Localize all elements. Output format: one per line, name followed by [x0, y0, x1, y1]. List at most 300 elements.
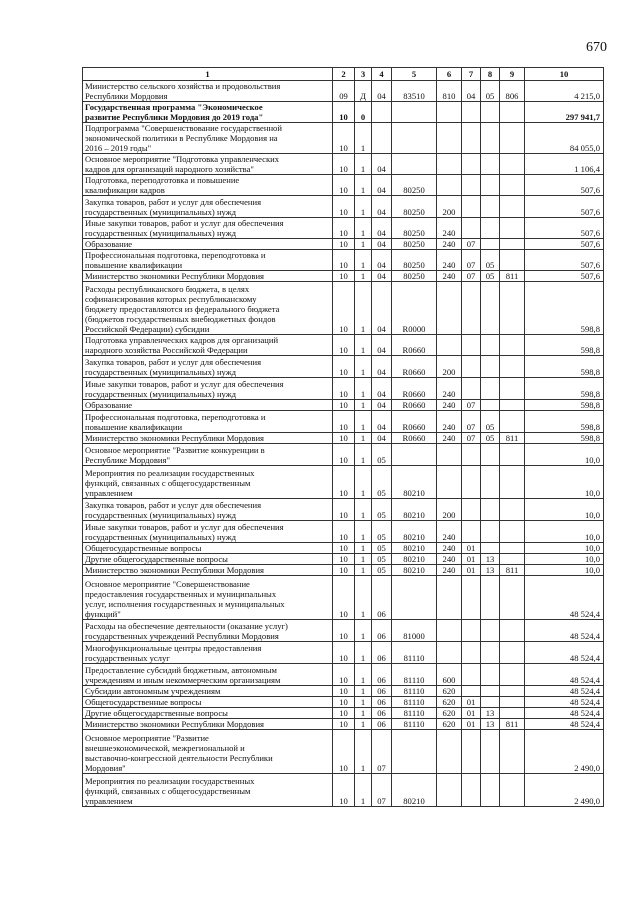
cell-c9 [500, 499, 525, 521]
cell-c6 [437, 774, 462, 807]
cell-c2: 10 [333, 774, 355, 807]
table-row [83, 282, 604, 335]
cell-amount: 297 941,7 [525, 102, 604, 123]
cell-c2: 10 [333, 356, 355, 378]
cell-c5 [392, 730, 437, 774]
cell-c8 [481, 356, 500, 378]
cell-c9 [500, 554, 525, 565]
cell-amount: 10,0 [525, 521, 604, 543]
cell-c4: 04 [372, 356, 392, 378]
cell-c6: 240 [437, 433, 462, 444]
table-row [83, 642, 604, 664]
cell-c3: 1 [355, 444, 372, 466]
cell-amount: 10,0 [525, 554, 604, 565]
cell-c8: 05 [481, 250, 500, 271]
col-header: 10 [525, 68, 604, 81]
cell-c2: 10 [333, 400, 355, 411]
cell-c9 [500, 642, 525, 664]
cell-c6 [437, 466, 462, 499]
cell-c2: 10 [333, 411, 355, 433]
cell-c5: 80250 [392, 218, 437, 239]
cell-c7: 07 [462, 411, 481, 433]
cell-c2: 10 [333, 697, 355, 708]
cell-c6 [437, 730, 462, 774]
cell-c4 [372, 123, 392, 154]
table-row [83, 175, 604, 196]
cell-c9 [500, 466, 525, 499]
cell-c4: 06 [372, 686, 392, 697]
col-header: 4 [372, 68, 392, 81]
cell-c7 [462, 686, 481, 697]
cell-c3: 1 [355, 543, 372, 554]
cell-c8: 13 [481, 565, 500, 576]
table-row [83, 356, 604, 378]
item-name: Подпрограмма "Совершенствование государственной экономической политики в Республике Мордовия на 2016 – 2019 годы" [83, 123, 333, 154]
cell-amount: 507,6 [525, 239, 604, 250]
cell-amount: 2 490,0 [525, 730, 604, 774]
cell-c6 [437, 620, 462, 642]
cell-c3: Д [355, 81, 372, 102]
cell-amount: 507,6 [525, 196, 604, 218]
cell-c7 [462, 335, 481, 356]
table-row [83, 102, 604, 123]
table-row [83, 250, 604, 271]
cell-c2: 10 [333, 123, 355, 154]
cell-c9 [500, 664, 525, 686]
cell-c3: 1 [355, 642, 372, 664]
table-row [83, 774, 604, 807]
cell-c4: 04 [372, 282, 392, 335]
cell-c4: 04 [372, 196, 392, 218]
cell-c4: 05 [372, 444, 392, 466]
item-name: Государственная программа "Экономическое развитие Республики Мордовия до 2019 года" [83, 102, 333, 123]
cell-c9 [500, 175, 525, 196]
cell-c3: 1 [355, 196, 372, 218]
cell-amount: 1 106,4 [525, 154, 604, 175]
table-row [83, 239, 604, 250]
cell-c2: 10 [333, 664, 355, 686]
cell-c3: 1 [355, 433, 372, 444]
cell-c6: 240 [437, 250, 462, 271]
cell-c5: 81110 [392, 719, 437, 730]
cell-c2: 10 [333, 708, 355, 719]
cell-c6: 620 [437, 697, 462, 708]
cell-c6 [437, 282, 462, 335]
cell-c9: 811 [500, 719, 525, 730]
cell-amount: 48 524,4 [525, 642, 604, 664]
cell-c6 [437, 576, 462, 620]
cell-amount: 598,8 [525, 411, 604, 433]
cell-c6 [437, 642, 462, 664]
cell-c2: 10 [333, 642, 355, 664]
cell-c4: 04 [372, 154, 392, 175]
cell-c5: 80210 [392, 554, 437, 565]
cell-c3: 1 [355, 521, 372, 543]
cell-c7: 01 [462, 697, 481, 708]
cell-c9 [500, 102, 525, 123]
cell-c5: R0660 [392, 356, 437, 378]
table-row [83, 664, 604, 686]
cell-c9 [500, 774, 525, 807]
cell-c7 [462, 175, 481, 196]
cell-c2: 10 [333, 271, 355, 282]
table-row [83, 411, 604, 433]
cell-c3: 1 [355, 250, 372, 271]
cell-c4: 04 [372, 250, 392, 271]
col-header: 2 [333, 68, 355, 81]
cell-c4: 07 [372, 730, 392, 774]
cell-c7: 01 [462, 719, 481, 730]
cell-amount: 598,8 [525, 433, 604, 444]
cell-c5: 80210 [392, 466, 437, 499]
cell-c8 [481, 400, 500, 411]
table-row [83, 154, 604, 175]
cell-c2: 10 [333, 444, 355, 466]
cell-c2: 10 [333, 433, 355, 444]
item-name: Закупка товаров, работ и услуг для обеспечения государственных (муниципальных) нужд [83, 499, 333, 521]
cell-c6: 240 [437, 521, 462, 543]
cell-c3: 1 [355, 282, 372, 335]
table-row [83, 444, 604, 466]
cell-c5 [392, 444, 437, 466]
cell-c6: 620 [437, 686, 462, 697]
item-name: Профессиональная подготовка, переподготовка и повышение квалификации [83, 250, 333, 271]
table-row [83, 576, 604, 620]
cell-c2: 10 [333, 730, 355, 774]
cell-amount: 48 524,4 [525, 664, 604, 686]
cell-c8 [481, 543, 500, 554]
cell-amount: 48 524,4 [525, 719, 604, 730]
cell-c6: 600 [437, 664, 462, 686]
cell-c2: 10 [333, 686, 355, 697]
cell-c3: 1 [355, 719, 372, 730]
table-row [83, 499, 604, 521]
cell-c7: 07 [462, 433, 481, 444]
cell-c4: 06 [372, 642, 392, 664]
cell-c9 [500, 154, 525, 175]
cell-c5: 80210 [392, 499, 437, 521]
cell-c7 [462, 154, 481, 175]
cell-c4: 04 [372, 400, 392, 411]
cell-c8 [481, 154, 500, 175]
cell-c9 [500, 411, 525, 433]
item-name: Иные закупки товаров, работ и услуг для обеспечения государственных (муниципальных) нужд [83, 378, 333, 400]
cell-c5: 80210 [392, 543, 437, 554]
cell-amount: 507,6 [525, 175, 604, 196]
cell-c8: 05 [481, 411, 500, 433]
cell-c3: 1 [355, 565, 372, 576]
cell-amount: 598,8 [525, 400, 604, 411]
item-name: Мероприятия по реализации государственных функций, связанных с общегосударственным управлением [83, 466, 333, 499]
cell-c6 [437, 335, 462, 356]
cell-c9 [500, 400, 525, 411]
item-name: Подготовка управленческих кадров для организаций народного хозяйства Российской Федерации [83, 335, 333, 356]
cell-c4: 05 [372, 499, 392, 521]
item-name: Подготовка, переподготовка и повышение квалификации кадров [83, 175, 333, 196]
cell-c4: 04 [372, 335, 392, 356]
cell-c2: 10 [333, 543, 355, 554]
cell-c4: 06 [372, 576, 392, 620]
cell-c4: 04 [372, 378, 392, 400]
item-name: Образование [83, 400, 333, 411]
cell-amount: 48 524,4 [525, 697, 604, 708]
cell-c3: 1 [355, 708, 372, 719]
cell-c8: 13 [481, 719, 500, 730]
item-name: Основное мероприятие "Развитие внешнеэкономической, межрегиональной и выставочно-конгрессной деятельности Республики Мордовия" [83, 730, 333, 774]
table-row [83, 218, 604, 239]
cell-c2: 10 [333, 102, 355, 123]
cell-c7: 07 [462, 271, 481, 282]
cell-c9 [500, 620, 525, 642]
cell-c2: 10 [333, 565, 355, 576]
cell-c2: 10 [333, 218, 355, 239]
cell-c9 [500, 444, 525, 466]
cell-c6: 240 [437, 554, 462, 565]
cell-c8 [481, 335, 500, 356]
item-name: Профессиональная подготовка, переподготовка и повышение квалификации [83, 411, 333, 433]
cell-c9: 811 [500, 565, 525, 576]
item-name: Министерство сельского хозяйства и продовольствия Республики Мордовия [83, 81, 333, 102]
cell-c8 [481, 730, 500, 774]
cell-c8 [481, 521, 500, 543]
cell-amount: 48 524,4 [525, 620, 604, 642]
cell-c2: 10 [333, 620, 355, 642]
table-row [83, 554, 604, 565]
cell-c6 [437, 102, 462, 123]
cell-c6: 240 [437, 400, 462, 411]
cell-c3: 1 [355, 620, 372, 642]
table-row [83, 620, 604, 642]
cell-c3: 1 [355, 697, 372, 708]
cell-c3: 1 [355, 730, 372, 774]
cell-c7 [462, 123, 481, 154]
cell-c7 [462, 218, 481, 239]
item-name: Расходы на обеспечение деятельности (оказание услуг) государственных учреждений Республики Мордовия [83, 620, 333, 642]
cell-c9 [500, 196, 525, 218]
item-name: Образование [83, 239, 333, 250]
cell-c3: 1 [355, 686, 372, 697]
cell-c2: 10 [333, 196, 355, 218]
cell-c7 [462, 664, 481, 686]
col-header: 9 [500, 68, 525, 81]
cell-c9 [500, 543, 525, 554]
cell-c6: 240 [437, 239, 462, 250]
item-name: Общегосударственные вопросы [83, 543, 333, 554]
cell-c9 [500, 697, 525, 708]
cell-c3: 1 [355, 239, 372, 250]
budget-table [82, 67, 604, 807]
cell-c6 [437, 444, 462, 466]
item-name: Другие общегосударственные вопросы [83, 708, 333, 719]
cell-amount: 598,8 [525, 378, 604, 400]
cell-c8 [481, 466, 500, 499]
col-header: 6 [437, 68, 462, 81]
cell-amount: 10,0 [525, 565, 604, 576]
table-row [83, 433, 604, 444]
table-row [83, 378, 604, 400]
cell-amount: 4 215,0 [525, 81, 604, 102]
cell-c6: 620 [437, 708, 462, 719]
table-row [83, 123, 604, 154]
table-row [83, 196, 604, 218]
cell-c7 [462, 356, 481, 378]
cell-c8 [481, 378, 500, 400]
cell-c9 [500, 708, 525, 719]
cell-c7 [462, 499, 481, 521]
item-name: Иные закупки товаров, работ и услуг для обеспечения государственных (муниципальных) нужд [83, 521, 333, 543]
cell-c8: 13 [481, 554, 500, 565]
cell-c9 [500, 250, 525, 271]
cell-c7 [462, 282, 481, 335]
table-row [83, 521, 604, 543]
cell-c8 [481, 175, 500, 196]
cell-c8 [481, 642, 500, 664]
cell-c5: 83510 [392, 81, 437, 102]
cell-c9 [500, 521, 525, 543]
cell-c3: 0 [355, 102, 372, 123]
cell-c8 [481, 697, 500, 708]
item-name: Общегосударственные вопросы [83, 697, 333, 708]
cell-c5: R0660 [392, 378, 437, 400]
cell-c6: 240 [437, 543, 462, 554]
cell-c6: 240 [437, 565, 462, 576]
cell-amount: 48 524,4 [525, 708, 604, 719]
cell-c5: 80210 [392, 565, 437, 576]
cell-c2: 10 [333, 335, 355, 356]
item-name: Закупка товаров, работ и услуг для обеспечения государственных (муниципальных) нужд [83, 356, 333, 378]
header-row [83, 68, 604, 81]
table-row [83, 81, 604, 102]
cell-c4: 05 [372, 565, 392, 576]
cell-c3: 1 [355, 400, 372, 411]
cell-c7 [462, 620, 481, 642]
cell-c2: 10 [333, 154, 355, 175]
cell-c2: 09 [333, 81, 355, 102]
cell-c9: 811 [500, 271, 525, 282]
cell-c3: 1 [355, 576, 372, 620]
cell-c4: 05 [372, 543, 392, 554]
cell-c7: 07 [462, 239, 481, 250]
cell-c4: 04 [372, 218, 392, 239]
cell-amount: 598,8 [525, 335, 604, 356]
cell-c5 [392, 123, 437, 154]
cell-c7 [462, 378, 481, 400]
cell-c2: 10 [333, 282, 355, 335]
table-row [83, 697, 604, 708]
item-name: Мероприятия по реализации государственных функций, связанных с общегосударственным управлением [83, 774, 333, 807]
col-header: 1 [83, 68, 333, 81]
cell-c3: 1 [355, 123, 372, 154]
item-name: Министерство экономики Республики Мордовия [83, 565, 333, 576]
cell-c4: 04 [372, 175, 392, 196]
cell-c8 [481, 196, 500, 218]
cell-c2: 10 [333, 250, 355, 271]
item-name: Основное мероприятие "Подготовка управленческих кадров для организаций народного хозяйства" [83, 154, 333, 175]
cell-c8 [481, 123, 500, 154]
cell-c6: 240 [437, 411, 462, 433]
cell-c9: 811 [500, 433, 525, 444]
cell-amount: 507,6 [525, 271, 604, 282]
cell-amount: 507,6 [525, 250, 604, 271]
cell-c6: 810 [437, 81, 462, 102]
cell-c2: 10 [333, 554, 355, 565]
cell-c3: 1 [355, 664, 372, 686]
cell-c5: R0660 [392, 433, 437, 444]
table-row [83, 730, 604, 774]
table-row [83, 565, 604, 576]
cell-c7 [462, 730, 481, 774]
item-name: Субсидии автономным учреждениям [83, 686, 333, 697]
cell-c5 [392, 102, 437, 123]
cell-c9 [500, 730, 525, 774]
cell-amount: 598,8 [525, 356, 604, 378]
cell-c5: 81110 [392, 708, 437, 719]
cell-c7 [462, 466, 481, 499]
cell-c8 [481, 664, 500, 686]
cell-c4: 04 [372, 239, 392, 250]
cell-c7: 04 [462, 81, 481, 102]
cell-c5: R0000 [392, 282, 437, 335]
cell-c5: 81110 [392, 642, 437, 664]
item-name: Другие общегосударственные вопросы [83, 554, 333, 565]
cell-c5 [392, 576, 437, 620]
cell-c7 [462, 102, 481, 123]
cell-amount: 2 490,0 [525, 774, 604, 807]
cell-c5: 80210 [392, 521, 437, 543]
item-name: Основное мероприятие "Совершенствование предоставления государственных и муниципальных услуг, исполнения государственных и муниципальных функций" [83, 576, 333, 620]
cell-c9 [500, 282, 525, 335]
cell-amount: 48 524,4 [525, 686, 604, 697]
cell-amount: 10,0 [525, 466, 604, 499]
cell-c6 [437, 154, 462, 175]
cell-c3: 1 [355, 335, 372, 356]
cell-c7: 01 [462, 565, 481, 576]
item-name: Иные закупки товаров, работ и услуг для обеспечения государственных (муниципальных) нужд [83, 218, 333, 239]
cell-c7 [462, 576, 481, 620]
cell-c7 [462, 642, 481, 664]
cell-amount: 10,0 [525, 543, 604, 554]
cell-c2: 10 [333, 466, 355, 499]
table-row [83, 466, 604, 499]
cell-c5: 81000 [392, 620, 437, 642]
item-name: Министерство экономики Республики Мордовия [83, 719, 333, 730]
cell-c7: 07 [462, 250, 481, 271]
cell-c4: 04 [372, 411, 392, 433]
cell-c4: 06 [372, 697, 392, 708]
table-row [83, 400, 604, 411]
cell-c5: R0660 [392, 400, 437, 411]
cell-c3: 1 [355, 175, 372, 196]
cell-c5: R0660 [392, 411, 437, 433]
cell-c8: 05 [481, 433, 500, 444]
cell-c6 [437, 123, 462, 154]
cell-c9 [500, 335, 525, 356]
cell-c8: 05 [481, 81, 500, 102]
cell-c4: 04 [372, 271, 392, 282]
item-name: Закупка товаров, работ и услуг для обеспечения государственных (муниципальных) нужд [83, 196, 333, 218]
cell-c8 [481, 620, 500, 642]
cell-c7 [462, 196, 481, 218]
cell-c6 [437, 175, 462, 196]
cell-c9: 806 [500, 81, 525, 102]
cell-c7 [462, 774, 481, 807]
cell-c5 [392, 154, 437, 175]
cell-c8 [481, 239, 500, 250]
item-name: Основное мероприятие "Развитие конкуренции в Республике Мордовия" [83, 444, 333, 466]
cell-c5: 80210 [392, 774, 437, 807]
cell-c3: 1 [355, 356, 372, 378]
cell-c4: 07 [372, 774, 392, 807]
